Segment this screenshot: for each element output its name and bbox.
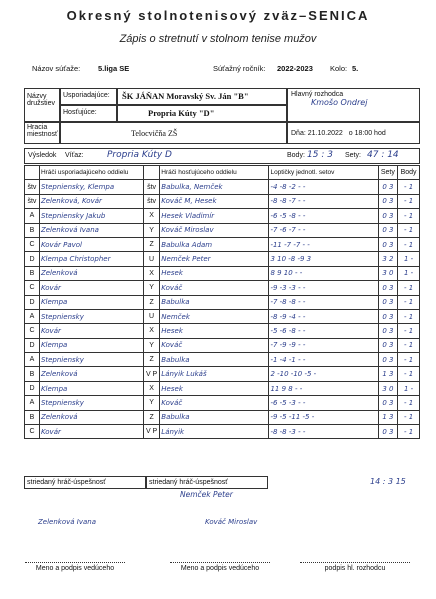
set-scores: -8 -8 -3 - - bbox=[269, 425, 378, 439]
sets-result: 0 3 bbox=[378, 223, 398, 237]
set-scores: -6 -5 -3 - - bbox=[269, 396, 378, 410]
set-scores: -7 -6 -7 - - bbox=[269, 223, 378, 237]
guest-player: Kováč bbox=[160, 281, 269, 295]
referee-box bbox=[287, 88, 420, 122]
row-letter: D bbox=[25, 338, 40, 352]
points-result: 1 - bbox=[398, 266, 420, 280]
guest-team-name: Propria Kúty "D" bbox=[117, 105, 287, 122]
sets-result: 0 3 bbox=[378, 396, 398, 410]
sets-result: 0 3 bbox=[378, 194, 398, 208]
guest-slot: X bbox=[143, 209, 159, 223]
row-letter: D bbox=[25, 295, 40, 309]
sets-result: 0 3 bbox=[378, 180, 398, 194]
guest-player: Babulka Adam bbox=[160, 237, 269, 251]
home-player: Klempa Christopher bbox=[39, 252, 143, 266]
table-row bbox=[25, 353, 420, 367]
league-label: Názov súťaže: bbox=[32, 64, 81, 73]
table-row bbox=[25, 237, 420, 251]
guest-player: Lányik Lukáš bbox=[160, 367, 269, 381]
set-scores: -8 -9 -4 - - bbox=[269, 309, 378, 323]
row-letter: B bbox=[25, 410, 40, 424]
row-letter: C bbox=[25, 237, 40, 251]
guest-player: Nemček Peter bbox=[160, 252, 269, 266]
table-row bbox=[25, 209, 420, 223]
points-label: Body: bbox=[287, 152, 305, 159]
guest-slot: Z bbox=[143, 295, 159, 309]
row-letter: D bbox=[25, 252, 40, 266]
guest-player: Hesek bbox=[160, 381, 269, 395]
row-letter: C bbox=[25, 281, 40, 295]
home-team-name: ŠK JÁŇAN Moravský Sv. Ján "B" bbox=[117, 88, 287, 105]
date-value: 21.10.2022 bbox=[307, 130, 343, 137]
set-scores: -11 -7 -7 - - bbox=[269, 237, 378, 251]
points-header: Body bbox=[398, 166, 420, 180]
totals-value: 14 : 3 15 bbox=[370, 477, 406, 486]
points-result: - 1 bbox=[398, 324, 420, 338]
set-score-header: Loptičky jednotl. setov bbox=[269, 166, 378, 180]
org-title: Okresný stolnotenisový zväz–SENICA bbox=[66, 8, 370, 23]
table-row bbox=[25, 410, 420, 424]
row-letter: D bbox=[25, 381, 40, 395]
guest-players-header: Hráči hosťujúceho oddielu bbox=[160, 166, 269, 180]
home-manager-names: Zelenková Ivana bbox=[38, 518, 97, 526]
set-scores: 11 9 8 - - bbox=[269, 381, 378, 395]
round-value: 5. bbox=[352, 64, 359, 73]
guest-sub-label: striedaný hráč-úspešnosť bbox=[146, 476, 268, 489]
sets-result: 1 3 bbox=[378, 367, 398, 381]
row-letter: A bbox=[25, 309, 40, 323]
row-letter: B bbox=[25, 367, 40, 381]
season-value: 2022-2023 bbox=[277, 64, 313, 73]
sets-result: 0 3 bbox=[378, 353, 398, 367]
guest-player: Hesek bbox=[160, 324, 269, 338]
home-player: Zelenková Ivana bbox=[39, 223, 143, 237]
home-players-header: Hráči usporiadajúceho oddielu bbox=[39, 166, 143, 180]
row-letter: C bbox=[25, 425, 40, 439]
set-scores: 2 -10 -10 -5 - bbox=[269, 367, 378, 381]
set-scores: -5 -6 -8 - - bbox=[269, 324, 378, 338]
guest-player: Kováč Miroslav bbox=[160, 223, 269, 237]
guest-player: Babulka bbox=[160, 353, 269, 367]
referee-name: Kmošo Ondrej bbox=[311, 98, 368, 107]
table-row bbox=[25, 281, 420, 295]
set-scores: -4 -8 -2 - - bbox=[269, 180, 378, 194]
sets-result: 0 3 bbox=[378, 237, 398, 251]
team-names-label: Názvy družstiev bbox=[24, 88, 60, 122]
row-letter: B bbox=[25, 223, 40, 237]
guest-slot: Z bbox=[143, 410, 159, 424]
grid-header-row bbox=[25, 166, 420, 180]
round-label: Kolo: bbox=[330, 64, 348, 73]
home-player: Klempa bbox=[39, 295, 143, 309]
home-signature-caption: Meno a podpis vedúceho bbox=[35, 565, 115, 572]
row-letter: C bbox=[25, 324, 40, 338]
points-result: - 1 bbox=[398, 309, 420, 323]
guest-slot: Z bbox=[143, 237, 159, 251]
home-player: Zelenková, Kovár bbox=[39, 194, 143, 208]
set-scores: -7 -8 -8 - - bbox=[269, 295, 378, 309]
guest-player: Nemček bbox=[160, 309, 269, 323]
row-letter: štv bbox=[25, 194, 40, 208]
date-box bbox=[287, 122, 420, 144]
table-row bbox=[25, 180, 420, 194]
winner-label: Víťaz: bbox=[65, 152, 84, 159]
row-letter: štv bbox=[25, 180, 40, 194]
referee-signature-caption: podpis hl. rozhodcu bbox=[324, 565, 386, 572]
table-row bbox=[25, 252, 420, 266]
row-letter: A bbox=[25, 209, 40, 223]
set-scores: -8 -8 -7 - - bbox=[269, 194, 378, 208]
guest-signature-caption: Meno a podpis vedúceho bbox=[180, 565, 260, 572]
guest-slot: X bbox=[143, 381, 159, 395]
guest-slot: U bbox=[143, 252, 159, 266]
home-player: Klempa bbox=[39, 381, 143, 395]
guest-manager-name: Kováč Miroslav bbox=[205, 518, 258, 526]
sets-result: 3 2 bbox=[378, 252, 398, 266]
guest-slot: X bbox=[143, 324, 159, 338]
sets-result: 0 3 bbox=[378, 209, 398, 223]
winner-value: Propria Kúty D bbox=[107, 150, 172, 160]
points-result: 1 - bbox=[398, 381, 420, 395]
table-row bbox=[25, 425, 420, 439]
points-result: - 1 bbox=[398, 223, 420, 237]
guest-slot: V P bbox=[143, 425, 159, 439]
table-row bbox=[25, 338, 420, 352]
points-result: - 1 bbox=[398, 295, 420, 309]
home-player: Zelenková bbox=[39, 266, 143, 280]
referee-label: Hlavný rozhodca bbox=[291, 91, 344, 98]
guest-player: Hesek bbox=[160, 266, 269, 280]
league-value: 5.liga SE bbox=[98, 64, 130, 73]
table-row bbox=[25, 324, 420, 338]
home-player: Zelenková bbox=[39, 367, 143, 381]
home-player: Kovár bbox=[39, 324, 143, 338]
guest-slot: štv bbox=[143, 194, 159, 208]
set-scores: -9 -3 -3 - - bbox=[269, 281, 378, 295]
set-scores: -9 -5 -11 -5 - bbox=[269, 410, 378, 424]
points-result: - 1 bbox=[398, 425, 420, 439]
points-result: 1 - bbox=[398, 252, 420, 266]
home-player: Stepniensky Jakub bbox=[39, 209, 143, 223]
home-player: Stepniensky bbox=[39, 309, 143, 323]
guest-player: Babulka bbox=[160, 295, 269, 309]
guest-sub-name: Nemček Peter bbox=[180, 490, 233, 499]
table-row bbox=[25, 194, 420, 208]
table-row bbox=[25, 223, 420, 237]
sets-result: 0 3 bbox=[378, 281, 398, 295]
guest-slot: Y bbox=[143, 281, 159, 295]
home-team-label: Usporiadajúce: bbox=[60, 88, 117, 105]
sets-value: 47 : 14 bbox=[367, 150, 399, 160]
guest-slot: V P bbox=[143, 367, 159, 381]
result-row bbox=[24, 148, 420, 164]
guest-player: Kováč M, Hesek bbox=[160, 194, 269, 208]
table-row bbox=[25, 266, 420, 280]
points-result: - 1 bbox=[398, 410, 420, 424]
points-result: - 1 bbox=[398, 367, 420, 381]
table-row bbox=[25, 381, 420, 395]
row-letter: A bbox=[25, 396, 40, 410]
sets-result: 1 3 bbox=[378, 410, 398, 424]
table-row bbox=[25, 396, 420, 410]
set-scores: -1 -4 -1 - - bbox=[269, 353, 378, 367]
row-letter: B bbox=[25, 266, 40, 280]
guest-slot: Y bbox=[143, 223, 159, 237]
home-player: Kovár Pavol bbox=[39, 237, 143, 251]
season-label: Súťažný ročník: bbox=[213, 64, 266, 73]
points-result: - 1 bbox=[398, 281, 420, 295]
sets-label: Sety: bbox=[345, 152, 361, 159]
guest-slot: Z bbox=[143, 353, 159, 367]
points-result: - 1 bbox=[398, 194, 420, 208]
guest-player: Hesek Vladimír bbox=[160, 209, 269, 223]
points-result: - 1 bbox=[398, 180, 420, 194]
sets-result: 0 3 bbox=[378, 338, 398, 352]
set-scores: -6 -5 -8 - - bbox=[269, 209, 378, 223]
home-player: Klempa bbox=[39, 338, 143, 352]
points-result: - 1 bbox=[398, 338, 420, 352]
home-player: Kovár bbox=[39, 425, 143, 439]
home-player: Kovár bbox=[39, 281, 143, 295]
table-row bbox=[25, 367, 420, 381]
points-result: - 1 bbox=[398, 396, 420, 410]
row-letter: A bbox=[25, 353, 40, 367]
sets-result: 0 3 bbox=[378, 295, 398, 309]
guest-player: Kováč bbox=[160, 396, 269, 410]
document-subtitle: Zápis o stretnutí v stolnom tenise mužov bbox=[119, 33, 317, 45]
guest-player: Lányik bbox=[160, 425, 269, 439]
venue-label: Hracia miestnosť bbox=[24, 122, 60, 144]
sets-result: 0 3 bbox=[378, 425, 398, 439]
table-row bbox=[25, 295, 420, 309]
guest-slot: Y bbox=[143, 338, 159, 352]
venue-value: Telocvičňa ZŠ bbox=[60, 122, 287, 144]
sets-result: 3 0 bbox=[378, 266, 398, 280]
guest-player: Babulka bbox=[160, 410, 269, 424]
points-result: - 1 bbox=[398, 237, 420, 251]
points-result: - 1 bbox=[398, 353, 420, 367]
points-result: - 1 bbox=[398, 209, 420, 223]
home-player: Stepniensky bbox=[39, 396, 143, 410]
sets-result: 3 0 bbox=[378, 381, 398, 395]
home-player: Stepniensky, Klempa bbox=[39, 180, 143, 194]
match-grid bbox=[24, 165, 420, 439]
guest-slot: X bbox=[143, 266, 159, 280]
guest-player: Kováč bbox=[160, 338, 269, 352]
result-label: Výsledok bbox=[28, 152, 57, 159]
date-label: Dňa: bbox=[291, 130, 306, 137]
sets-header: Sety bbox=[378, 166, 398, 180]
set-scores: 3 10 -8 -9 3 bbox=[269, 252, 378, 266]
sets-result: 0 3 bbox=[378, 324, 398, 338]
guest-team-label: Hosťujúce: bbox=[60, 105, 117, 122]
points-value: 15 : 3 bbox=[307, 150, 333, 160]
sets-result: 0 3 bbox=[378, 309, 398, 323]
home-sub-label: striedaný hráč-úspešnosť bbox=[24, 476, 146, 489]
guest-player: Babulka, Nemček bbox=[160, 180, 269, 194]
table-row bbox=[25, 309, 420, 323]
guest-slot: štv bbox=[143, 180, 159, 194]
guest-slot: Y bbox=[143, 396, 159, 410]
home-player: Zelenková bbox=[39, 410, 143, 424]
guest-slot: U bbox=[143, 309, 159, 323]
time-value: o 18:00 hod bbox=[348, 130, 386, 137]
home-player: Stepniensky bbox=[39, 353, 143, 367]
set-scores: -7 -9 -9 - - bbox=[269, 338, 378, 352]
set-scores: 8 9 10 - - bbox=[269, 266, 378, 280]
